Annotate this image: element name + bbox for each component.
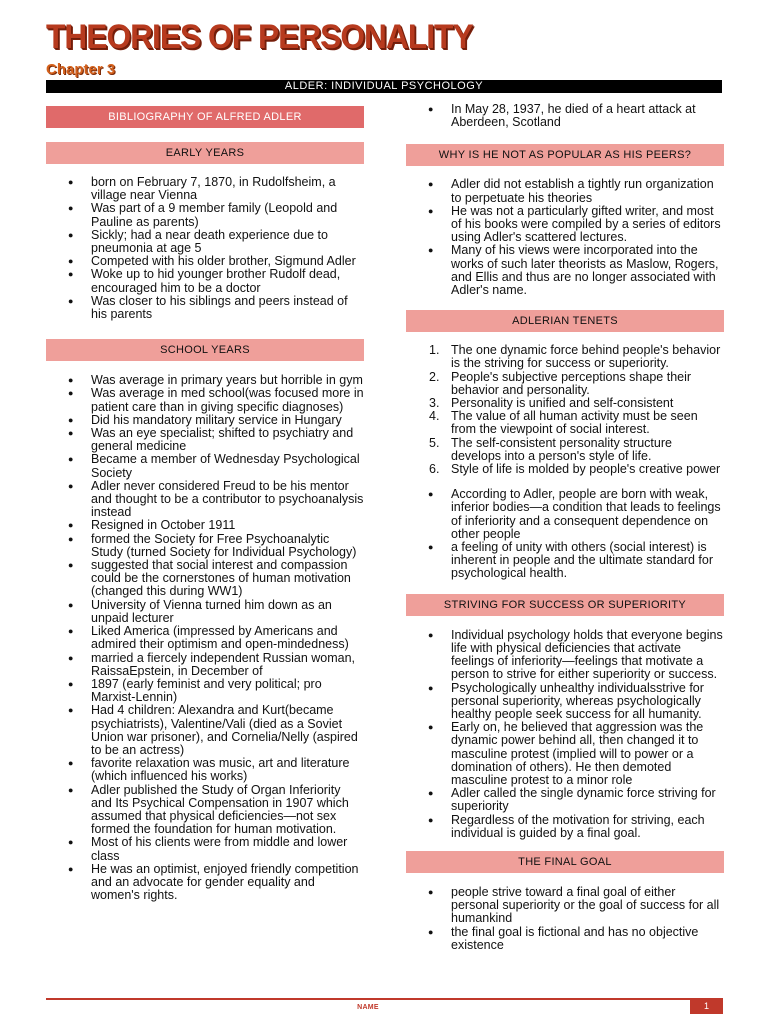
tenets-heading: ADLERIAN TENETS (406, 310, 724, 332)
list-item: ● Was average in med school(was focused more in patient care than in giving specific diagnoses) (91, 387, 364, 413)
numbered-item (429, 369, 724, 397)
final-goal-heading: THE FINAL GOAL (406, 851, 724, 873)
list-item: ● Psychologically unhealthy individualsstrive for personal superiority, whereas psychologically healthy people seek success for all humanity. (451, 682, 724, 722)
list-item: ● Was average in primary years but horrible in gym (91, 374, 364, 387)
document-title: THEORIES OF PERSONALITY (46, 18, 473, 56)
right-column (406, 103, 724, 952)
section-title-bar: ALDER: INDIVIDUAL PSYCHOLOGY (46, 80, 722, 93)
list-item: ● Regardless of the motivation for striving, each individual is guided by a final goal. (451, 814, 724, 840)
list-item: ● Woke up to hid younger brother Rudolf dead, encouraged him to be a doctor (91, 268, 364, 294)
striving-list (406, 629, 724, 840)
numbered-item (429, 462, 724, 477)
list-item: ● Became a member of Wednesday Psychological Society (91, 453, 364, 479)
chapter-label: Chapter 3 (46, 61, 116, 78)
list-item: ● suggested that social interest and compassion could be the cornerstones of human motivation (changed this during WW1) (91, 559, 364, 599)
tenets-bullet-list (406, 488, 724, 580)
list-item: ● 1897 (early feminist and very political; pro Marxist-Lennin) (91, 678, 364, 704)
school-years-heading: SCHOOL YEARS (46, 339, 364, 361)
item-text: People's subjective perceptions shape their behavior and personality. (451, 369, 692, 397)
numbered-item (429, 435, 724, 463)
list-item: ● Most of his clients were from middle and lower class (91, 836, 364, 862)
list-item: ● Individual psychology holds that everyone begins life with physical deficiencies that activate feelings of inferiority—feelings that motivate a person to strive for either superiority or success. (451, 629, 724, 682)
left-column (46, 106, 364, 902)
list-item: ● Was closer to his siblings and peers instead of his parents (91, 295, 364, 321)
bibliography-heading: BIBLIOGRAPHY OF ALFRED ADLER (46, 106, 364, 128)
final-goal-list (406, 886, 724, 952)
striving-heading: STRIVING FOR SUCCESS OR SUPERIORITY (406, 594, 724, 616)
item-text: The self-consistent personality structure develops into a person's style of life. (451, 435, 672, 463)
item-text: The one dynamic force behind people's behavior is the striving for success or superiority. (451, 343, 721, 371)
footer-line (46, 998, 690, 1000)
list-item: ● In May 28, 1937, he died of a heart attack at Aberdeen, Scotland (451, 103, 724, 129)
list-item: ● born on February 7, 1870, in Rudolfsheim, a village near Vienna (91, 176, 364, 202)
tenets-numbered-list (406, 344, 724, 476)
list-item: ● Many of his views were incorporated into the works of such later theorists as Maslow, Rogers, and Ellis and thus are no longer associated with Adler's name. (451, 244, 724, 297)
page-number: 1 (690, 998, 723, 1014)
item-number: 2. (429, 369, 440, 384)
numbered-item (429, 409, 724, 437)
item-text: The value of all human activity must be seen from the viewpoint of social interest. (451, 409, 698, 437)
list-item: ● According to Adler, people are born with weak, inferior bodies—a condition that leads to feelings of inferiority and a consequent dependence on other people (451, 488, 724, 541)
list-item: ● Adler called the single dynamic force striving for superiority (451, 787, 724, 813)
list-item: ● He was an optimist, enjoyed friendly competition and an advocate for gender equality and women's rights. (91, 863, 364, 903)
popular-list (406, 178, 724, 297)
list-item: ● married a fiercely independent Russian woman, RaissaEpstein, in December of (91, 652, 364, 678)
item-number: 5. (429, 435, 440, 450)
footer-name: NAME (357, 1004, 379, 1011)
school-years-list (46, 374, 364, 902)
list-item: ● Adler never considered Freud to be his mentor and thought to be a contributor to psychoanalysis instead (91, 480, 364, 520)
list-item: ● Was an eye specialist; shifted to psychiatry and general medicine (91, 427, 364, 453)
popular-heading: WHY IS HE NOT AS POPULAR AS HIS PEERS? (406, 144, 724, 166)
item-number: 4. (429, 409, 440, 424)
item-text: Personality is unified and self-consistent (451, 396, 674, 411)
list-item: ● Adler did not establish a tightly run organization to perpetuate his theories (451, 178, 724, 204)
list-item: ● University of Vienna turned him down as an unpaid lecturer (91, 599, 364, 625)
list-item: ● He was not a particularly gifted writer, and most of his books were compiled by a series of editors using Adler's scattered lectures. (451, 205, 724, 245)
list-item: ● favorite relaxation was music, art and literature (which influenced his works) (91, 757, 364, 783)
item-text: Style of life is molded by people's creative power (451, 462, 721, 477)
list-item: ● Liked America (impressed by Americans and admired their optimism and open-mindedness) (91, 625, 364, 651)
list-item: ● Resigned in October 1911 (91, 519, 364, 532)
numbered-item (429, 343, 724, 371)
list-item: ● people strive toward a final goal of either personal superiority or the goal of success for all humankind (451, 886, 724, 926)
early-years-heading: EARLY YEARS (46, 142, 364, 164)
item-number: 1. (429, 343, 440, 358)
early-years-list (46, 176, 364, 321)
death-list (406, 103, 724, 129)
item-number: 6. (429, 462, 440, 477)
item-number: 3. (429, 396, 440, 411)
list-item: ● Was part of a 9 member family (Leopold and Pauline as parents) (91, 202, 364, 228)
list-item: ● Adler published the Study of Organ Inferiority and Its Psychical Compensation in 1907 which assumed that physical deficiencies—not sex formed the foundation for human motivation. (91, 784, 364, 837)
list-item: ● the final goal is fictional and has no objective existence (451, 926, 724, 952)
list-item: ● a feeling of unity with others (social interest) is inherent in people and the ultimate standard for psychological health. (451, 541, 724, 581)
list-item: ● formed the Society for Free Psychoanalytic Study (turned Society for Individual Psychology) (91, 533, 364, 559)
list-item: ● Early on, he believed that aggression was the dynamic power behind all, then changed it to masculine protest (implied will to power or a domination of others). He then demoted masculine protest to a minor role (451, 721, 724, 787)
list-item: ● Sickly; had a near death experience due to pneumonia at age 5 (91, 229, 364, 255)
list-item: ● Competed with his older brother, Sigmund Adler (91, 255, 364, 268)
list-item: ● Had 4 children: Alexandra and Kurt(became psychiatrists), Valentine/Vali (died as a Soviet Union war prisoner), and Cornelia/Nelly (aspired to be an actress) (91, 704, 364, 757)
list-item: ● Did his mandatory military service in Hungary (91, 414, 364, 427)
